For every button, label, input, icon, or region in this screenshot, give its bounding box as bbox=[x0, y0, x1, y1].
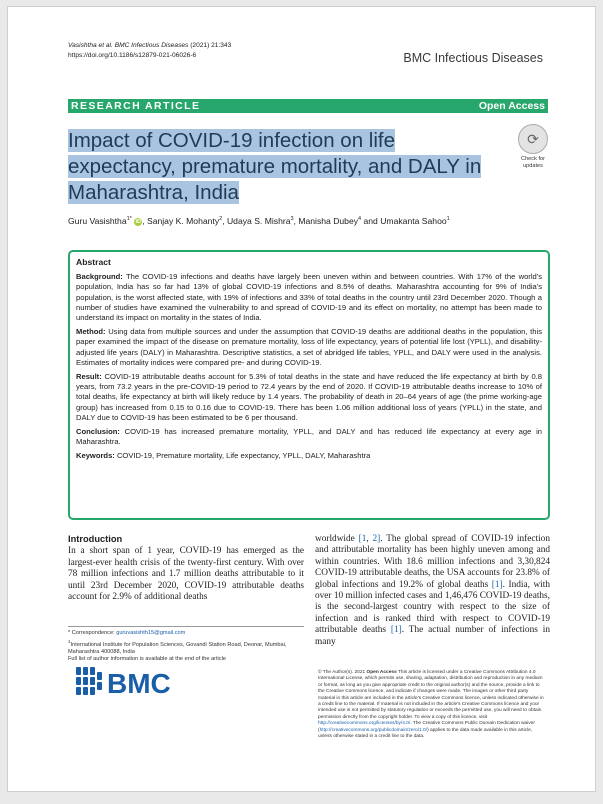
correspondence-footnote: * Correspondence: guruvasishth15@gmail.com $^1$International Institute for Population Sciences, Govandi Station Road, Deonar, Mumbai, Maharashtra 400088, India Full list of author information is available at the end of the article bbox=[68, 626, 304, 664]
doi-link[interactable]: https://doi.org/10.1186/s12879-021-06026-6 bbox=[68, 52, 197, 59]
article-type-band bbox=[68, 99, 548, 113]
author-3[interactable]: , Udaya S. Mishra bbox=[222, 216, 291, 226]
affiliation: International Institute for Population Sciences, Govandi Station Road, Deonar, Mumbai, Maharashtra 400088, India bbox=[68, 641, 287, 655]
check-for-updates-badge[interactable] bbox=[514, 124, 552, 169]
article-type: RESEARCH ARTICLE bbox=[71, 100, 201, 112]
author-1[interactable]: Guru Vasishtha bbox=[68, 216, 127, 226]
article-title bbox=[68, 128, 508, 206]
paper-page bbox=[7, 6, 596, 792]
reference-link[interactable]: 2] bbox=[372, 534, 381, 544]
full-list-note: Full list of author information is available at the end of the article bbox=[68, 656, 226, 663]
journal-name: BMC Infectious Diseases bbox=[403, 51, 543, 65]
email-link[interactable]: guruvasishth15@gmail.com bbox=[116, 630, 186, 636]
introduction-heading: Introduction bbox=[68, 534, 123, 544]
body-column-left bbox=[68, 534, 304, 603]
abstract-conclusion: Conclusion: COVID-19 has increased premature mortality, YPLL, and DALY and has reduced life expectancy at every age in Maharashtra. bbox=[76, 427, 542, 447]
license-statement: © The Author(s). 2021 Open Access This article is licensed under a Creative Commons Attribution 4.0 International License, which permits use, sharing, adaptation, distribution and reproduction in any medium or format, as long as you give appropriate credit to the original author(s) and the source, provide a link to the Creative Commons licence, and indicate if changes were made. The images or other third party material in this article are included in the article's Creative Commons licence, unless indicated otherwise in a credit line to the material. If material is not included in the article's Creative Commons licence and your intended use is not permitted by statutory regulation or exceeds the permitted use, you will need to obtain permission directly from the copyright holder. To view a copy of this licence, visit http://creativecommons.org/licenses/by/4.0/. The Creative Commons Public Domain Dedication waiver (http://creativecommons.org/publicdomain/zero/1.0/) applies to the data made available in this article, unless otherwise stated in a credit line to the data. bbox=[318, 670, 544, 740]
check-badge-line1: Check for bbox=[521, 156, 545, 162]
article-title-text: Impact of COVID-19 infection on life expectancy, premature mortality, and DALY in Maharashtra, India bbox=[68, 129, 482, 204]
reference-link[interactable]: [1] bbox=[390, 625, 402, 636]
orcid-icon[interactable]: iD bbox=[135, 218, 141, 225]
reference-link[interactable]: [1 bbox=[358, 534, 367, 544]
author-4[interactable]: , Manisha Dubey bbox=[293, 216, 359, 226]
citation-authors: Vasishtha et al. bbox=[68, 42, 113, 49]
open-access-label: Open Access bbox=[478, 100, 545, 112]
citation-journal: BMC Infectious Diseases bbox=[114, 42, 189, 49]
author-2[interactable]: , Sanjay K. Mohanty bbox=[142, 216, 220, 226]
abstract-result: Result: COVID-19 attributable deaths account for 5.3% of total deaths in the state and have reduced the life expectancy at birth by 0.8 years, from 73.2 years in the pre-COVID-19 period to 72.4 years by the end of 2020. If COVID-19 attributable deaths increase to 10% of total deaths, life expectancy at birth will likely reduce by 1.4 years. The probability of death in 20–64 years of age (the prime working-age group) has increased from 0.15 to 0.16 due to COVID-19. There has been 1.06 million additional loss of years (YPLL) in the state, and DALY due to COVID-19 has been estimated to be 6 per thousand. bbox=[76, 372, 542, 422]
abstract-box bbox=[68, 250, 550, 520]
author-list: Guru Vasishtha$^{1*}$ iD, Sanjay K. Mohanty$^2$, Udaya S. Mishra$^3$, Manisha Dubey$^4$ and Umakanta Sahoo$^1$ bbox=[68, 216, 450, 226]
reference-link[interactable]: [1] bbox=[491, 579, 503, 590]
license-link[interactable]: http://creativecommons.org/licenses/by/4.0/ bbox=[318, 721, 411, 727]
abstract-keywords: Keywords: COVID-19, Premature mortality, Life expectancy, YPLL, DALY, Maharashtra bbox=[76, 451, 371, 461]
bmc-logo-text: BMC bbox=[107, 668, 171, 699]
check-badge-line2: updates bbox=[523, 162, 543, 169]
refresh-icon: ⟳ bbox=[518, 124, 548, 154]
citation-details: (2021) 21:343 bbox=[190, 42, 232, 49]
citation-header bbox=[68, 41, 231, 61]
abstract-method: Method: Using data from multiple sources and under the assumption that COVID-19 deaths are additional deaths in the population, this paper examined the impact of the disease on premature mortality, loss of life expectancy, years of potential life lost (YPLL), and disability-adjusted life years (DALY) in Maharashtra. Descriptive statistics, a set of abridged life tables, YPLL, and DALY were used in the analysis. Estimates of mortality indices were compared pre- and during COVID-19. bbox=[76, 327, 542, 367]
body-column-right: worldwide [1, 2]. The global spread of COVID-19 infection and attributable mortality has been highly uneven among and within countries. With 18.6 million infections and 3,30,824 COVID-19 attributable deaths, the USA accounts for 23.8% of global infections and 19.2% of global deaths [1]. India, with over 10 million infected cases and 1,46,476 COVID-19 deaths, is the second-largest country with respect to the size of infection and is ranked third with respect to COVID-19 attributable deaths [1]. The actual number of infections in many bbox=[315, 534, 550, 647]
abstract-background: Background: The COVID-19 infections and deaths have largely been uneven within and between countries. With 17% of the world's population, India has so far had 13% of global COVID-19 infections and 8.5% of deaths. Maharashtra accounting for 9% of India's population, is the worst affected state, with 19% of infections and 33% of total deaths in the country until 23rd December 2020. Though a number of studies have examined the vulnerability to and spread of COVID-19 and its effect on mortality, no attempt has been made to understand its impact on mortality in the states of India. bbox=[76, 272, 542, 323]
author-5[interactable]: and Umakanta Sahoo bbox=[361, 216, 447, 226]
bmc-logo bbox=[74, 663, 184, 699]
introduction-paragraph: In a short span of 1 year, COVID-19 has emerged as the largest-ever health crisis of the twenty-first century. With over 78 million infections and 1.7 million deaths attributable to it until 23rd December 2020, COVID-19 attributable deaths account for 2.9% of additional deaths bbox=[68, 546, 304, 603]
cc0-link[interactable]: http://creativecommons.org/publicdomain/zero/1.0/ bbox=[319, 727, 428, 733]
abstract-heading: Abstract bbox=[76, 257, 111, 267]
